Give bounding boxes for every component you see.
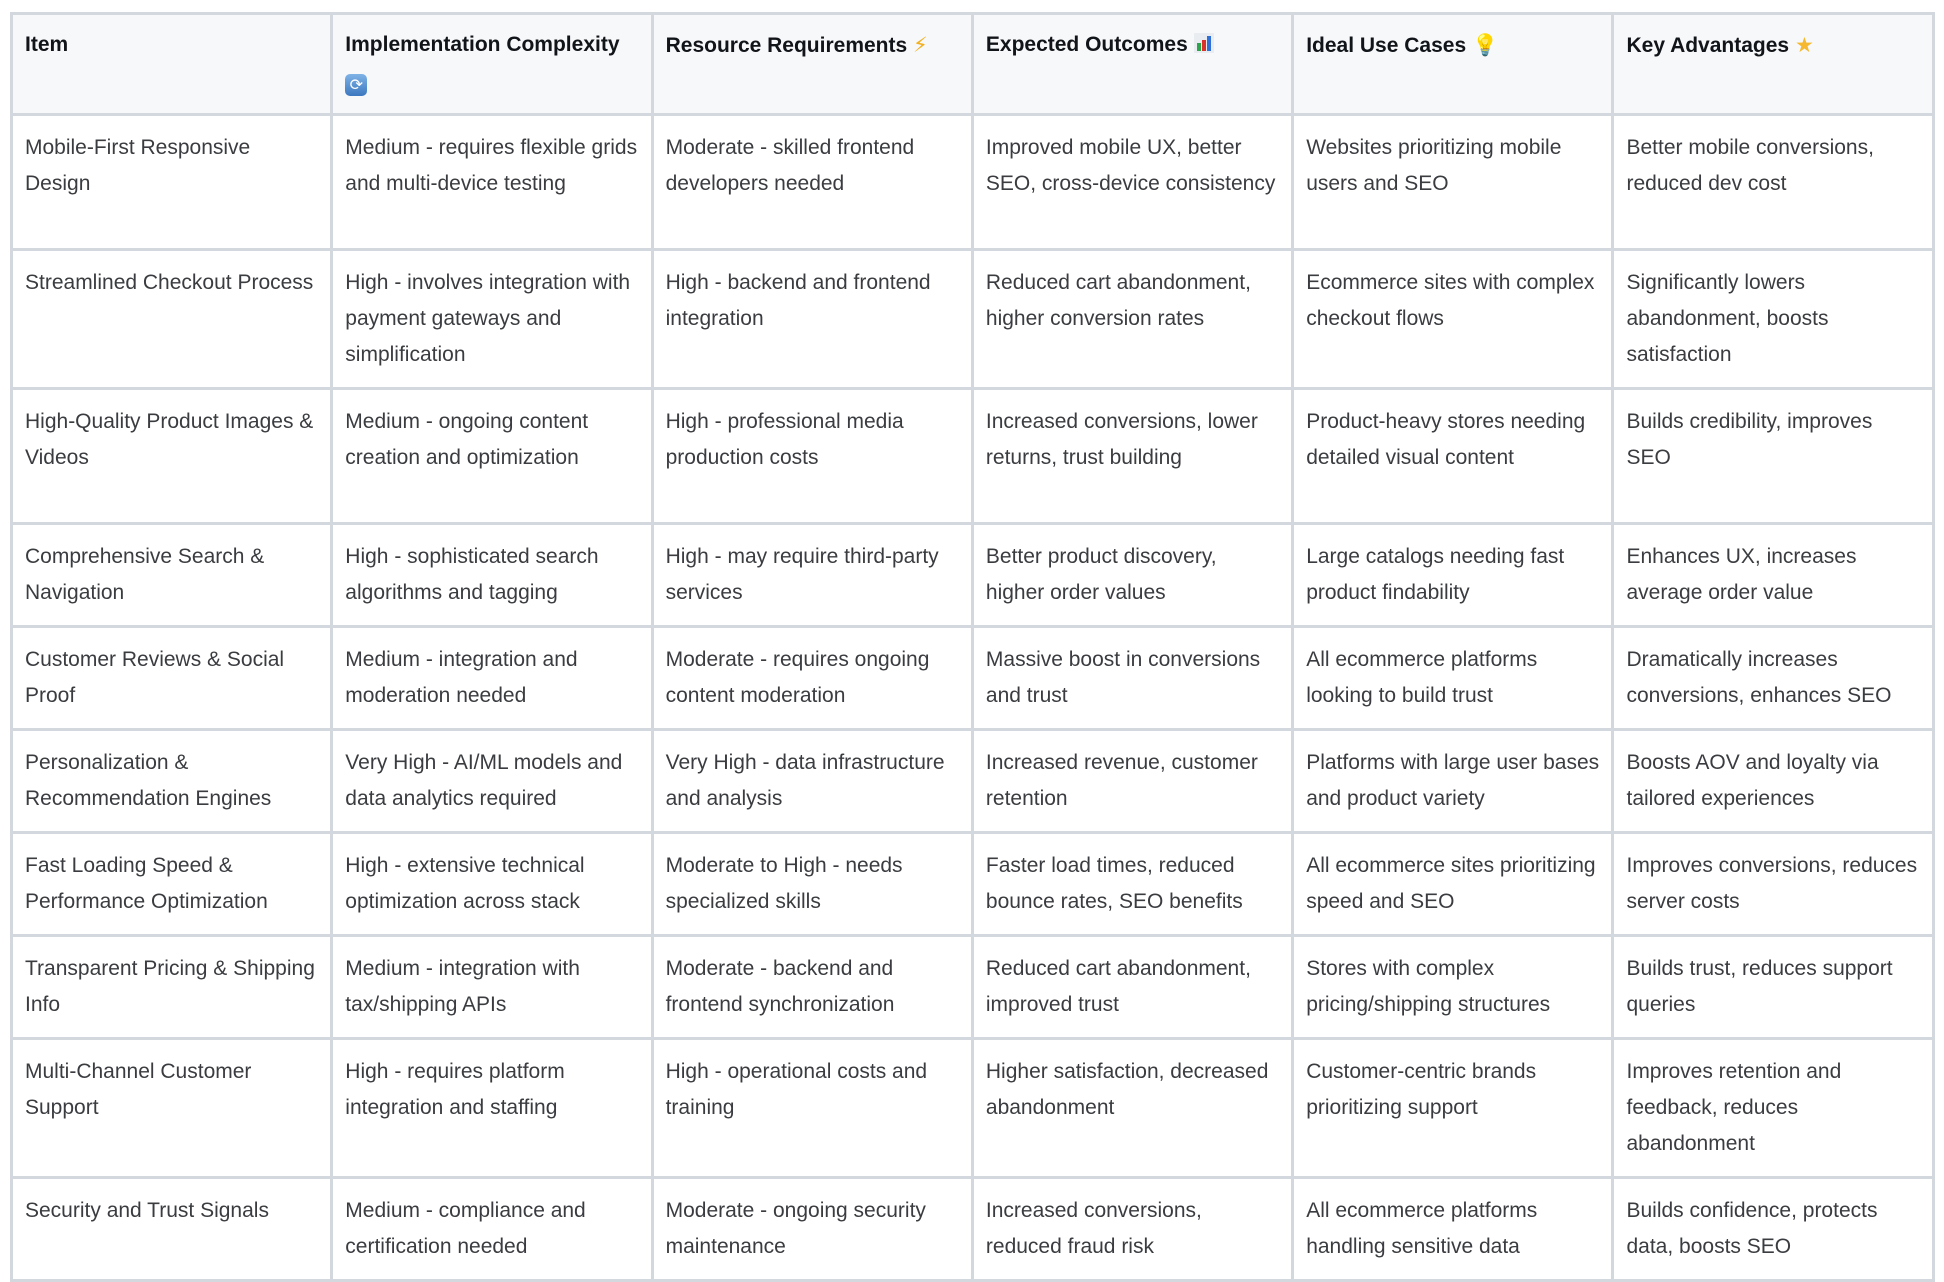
cell-item: Streamlined Checkout Process <box>12 250 332 389</box>
cell-ideal-use-cases: Ecommerce sites with complex checkout flows <box>1293 250 1613 389</box>
cell-ideal-use-cases: Websites prioritizing mobile users and SEO <box>1293 115 1613 250</box>
cell-key-advantages: Better mobile conversions, reduced dev cost <box>1613 115 1933 250</box>
cell-resource-requirements: High - backend and frontend integration <box>652 250 972 389</box>
cell-item: Security and Trust Signals <box>12 1178 332 1281</box>
cell-expected-outcomes: Massive boost in conversions and trust <box>972 627 1292 730</box>
cell-key-advantages: Improves retention and feedback, reduces abandonment <box>1613 1039 1933 1178</box>
header-ideal-use-cases: Ideal Use Cases 💡 <box>1293 14 1613 115</box>
table-row <box>12 1039 1934 1178</box>
cell-expected-outcomes: Reduced cart abandonment, higher conversion rates <box>972 250 1292 389</box>
cell-item: Multi-Channel Customer Support <box>12 1039 332 1178</box>
cell-ideal-use-cases: Large catalogs needing fast product findability <box>1293 524 1613 627</box>
cell-expected-outcomes: Higher satisfaction, decreased abandonment <box>972 1039 1292 1178</box>
cell-implementation-complexity: Medium - ongoing content creation and optimization <box>332 389 652 524</box>
cell-key-advantages: Builds confidence, protects data, boosts SEO <box>1613 1178 1933 1281</box>
cell-resource-requirements: Very High - data infrastructure and analysis <box>652 730 972 833</box>
table-row <box>12 627 1934 730</box>
star-icon: ★ <box>1794 33 1814 57</box>
cell-ideal-use-cases: Product-heavy stores needing detailed visual content <box>1293 389 1613 524</box>
cell-key-advantages: Builds credibility, improves SEO <box>1613 389 1933 524</box>
cell-implementation-complexity: High - requires platform integration and staffing <box>332 1039 652 1178</box>
cell-item: Fast Loading Speed & Performance Optimization <box>12 833 332 936</box>
cell-key-advantages: Enhances UX, increases average order value <box>1613 524 1933 627</box>
cell-resource-requirements: High - professional media production costs <box>652 389 972 524</box>
cell-implementation-complexity: Medium - integration with tax/shipping APIs <box>332 936 652 1039</box>
cell-implementation-complexity: High - involves integration with payment gateways and simplification <box>332 250 652 389</box>
cell-key-advantages: Dramatically increases conversions, enhances SEO <box>1613 627 1933 730</box>
cell-key-advantages: Boosts AOV and loyalty via tailored experiences <box>1613 730 1933 833</box>
cell-resource-requirements: Moderate to High - needs specialized skills <box>652 833 972 936</box>
cell-implementation-complexity: Medium - compliance and certification needed <box>332 1178 652 1281</box>
cell-implementation-complexity: Medium - requires flexible grids and multi-device testing <box>332 115 652 250</box>
table-row <box>12 250 1934 389</box>
cell-ideal-use-cases: Platforms with large user bases and product variety <box>1293 730 1613 833</box>
cell-key-advantages: Builds trust, reduces support queries <box>1613 936 1933 1039</box>
cell-implementation-complexity: High - extensive technical optimization across stack <box>332 833 652 936</box>
cell-expected-outcomes: Better product discovery, higher order values <box>972 524 1292 627</box>
cell-expected-outcomes: Reduced cart abandonment, improved trust <box>972 936 1292 1039</box>
table-row <box>12 524 1934 627</box>
cell-resource-requirements: Moderate - requires ongoing content moderation <box>652 627 972 730</box>
header-item: Item <box>12 14 332 115</box>
cell-key-advantages: Significantly lowers abandonment, boosts satisfaction <box>1613 250 1933 389</box>
refresh-icon: ⟳ <box>345 74 367 96</box>
cell-implementation-complexity: High - sophisticated search algorithms and tagging <box>332 524 652 627</box>
header-implementation-complexity: Implementation Complexity ⟳ <box>332 14 652 115</box>
table-row <box>12 833 1934 936</box>
cell-resource-requirements: Moderate - skilled frontend developers needed <box>652 115 972 250</box>
ecommerce-features-comparison-table <box>10 12 1935 1282</box>
comparison-table-container <box>10 12 1932 1282</box>
cell-item: Personalization & Recommendation Engines <box>12 730 332 833</box>
table-row <box>12 389 1934 524</box>
cell-implementation-complexity: Medium - integration and moderation needed <box>332 627 652 730</box>
cell-ideal-use-cases: Customer-centric brands prioritizing support <box>1293 1039 1613 1178</box>
lightbulb-icon: 💡 <box>1471 33 1499 57</box>
header-key-advantages: Key Advantages ★ <box>1613 14 1933 115</box>
table-row <box>12 115 1934 250</box>
cell-expected-outcomes: Increased revenue, customer retention <box>972 730 1292 833</box>
cell-resource-requirements: Moderate - ongoing security maintenance <box>652 1178 972 1281</box>
cell-expected-outcomes: Increased conversions, lower returns, trust building <box>972 389 1292 524</box>
cell-ideal-use-cases: All ecommerce sites prioritizing speed and SEO <box>1293 833 1613 936</box>
cell-item: Transparent Pricing & Shipping Info <box>12 936 332 1039</box>
cell-resource-requirements: Moderate - backend and frontend synchronization <box>652 936 972 1039</box>
header-resource-requirements: Resource Requirements ⚡ <box>652 14 972 115</box>
cell-ideal-use-cases: All ecommerce platforms handling sensitive data <box>1293 1178 1613 1281</box>
table-row <box>12 1178 1934 1281</box>
lightning-icon: ⚡ <box>913 33 928 57</box>
cell-key-advantages: Improves conversions, reduces server costs <box>1613 833 1933 936</box>
cell-item: Comprehensive Search & Navigation <box>12 524 332 627</box>
cell-implementation-complexity: Very High - AI/ML models and data analytics required <box>332 730 652 833</box>
header-row <box>12 14 1934 115</box>
cell-expected-outcomes: Improved mobile UX, better SEO, cross-device consistency <box>972 115 1292 250</box>
cell-expected-outcomes: Faster load times, reduced bounce rates, SEO benefits <box>972 833 1292 936</box>
table-row <box>12 730 1934 833</box>
cell-resource-requirements: High - operational costs and training <box>652 1039 972 1178</box>
cell-item: Customer Reviews & Social Proof <box>12 627 332 730</box>
bar-chart-icon <box>1194 33 1214 53</box>
cell-resource-requirements: High - may require third-party services <box>652 524 972 627</box>
cell-ideal-use-cases: Stores with complex pricing/shipping structures <box>1293 936 1613 1039</box>
cell-expected-outcomes: Increased conversions, reduced fraud risk <box>972 1178 1292 1281</box>
cell-item: Mobile-First Responsive Design <box>12 115 332 250</box>
cell-ideal-use-cases: All ecommerce platforms looking to build trust <box>1293 627 1613 730</box>
header-expected-outcomes: Expected Outcomes <box>972 14 1292 115</box>
table-row <box>12 936 1934 1039</box>
cell-item: High-Quality Product Images & Videos <box>12 389 332 524</box>
